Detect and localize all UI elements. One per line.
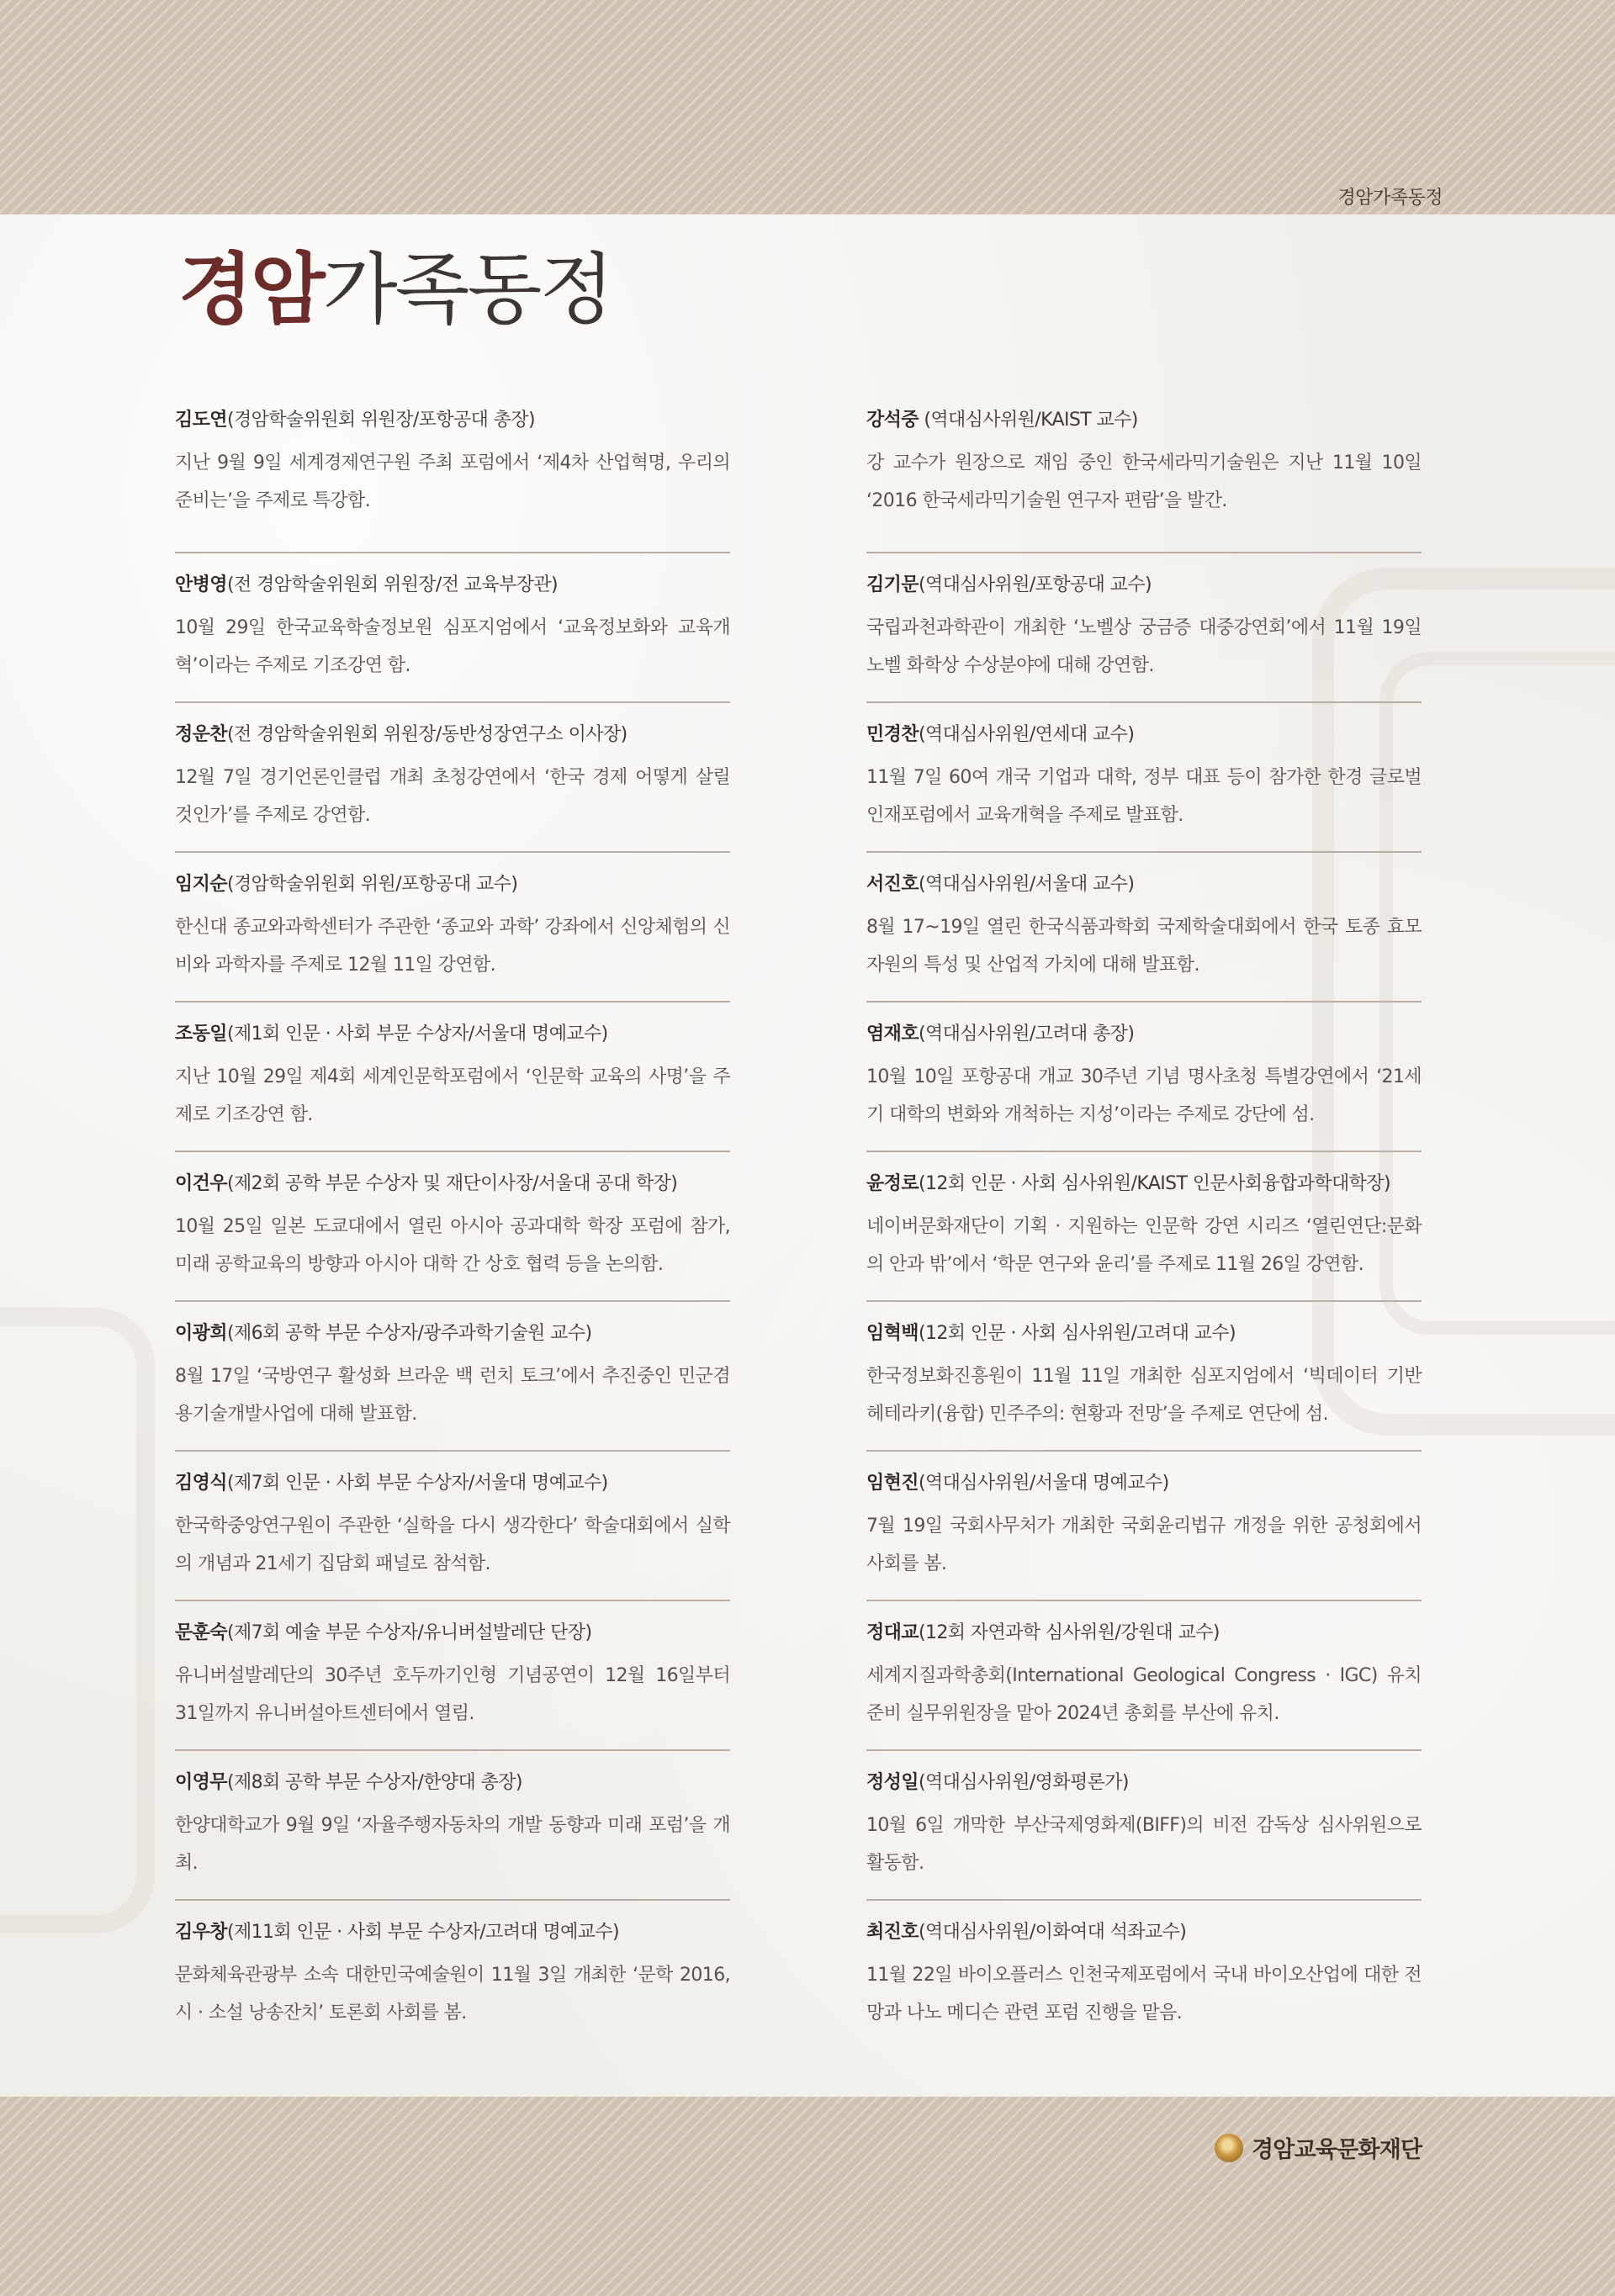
entry-heading — [175, 1021, 730, 1048]
person-name: 서진호 — [866, 874, 919, 895]
person-name: 김도연 — [175, 410, 227, 431]
news-entry — [175, 404, 730, 553]
entry-heading — [866, 1770, 1422, 1796]
news-entry — [175, 1751, 730, 1901]
news-entry — [175, 1601, 730, 1751]
header-section-label: 경암가족동정 — [1337, 188, 1443, 209]
person-name: 임지순 — [175, 874, 227, 895]
entry-description: 한국정보화진흥원이 11월 11일 개최한 심포지엄에서 ‘빅데이터 기반 헤테라키(융합) 민주주의: 현황과 전망’을 주제로 연단에 섬. — [866, 1366, 1422, 1425]
foundation-name: 경암교육문화재단 — [1252, 2137, 1422, 2163]
person-affiliation: (역대심사위원/이화여대 석좌교수) — [918, 1922, 1187, 1943]
person-name: 강석중 — [866, 410, 919, 431]
entry-description: 유니버설발레단의 30주년 호두까기인형 기념공연이 12월 16일부터 31일까지 유니버설아트센터에서 열림. — [175, 1665, 730, 1724]
person-name: 염재호 — [866, 1024, 919, 1045]
entry-description: 10월 10일 포항공대 개교 30주년 기념 명사초청 특별강연에서 ‘21세기 대학의 변화와 개척하는 지성’이라는 주제로 강단에 섬. — [866, 1066, 1422, 1125]
person-name: 김기문 — [866, 574, 919, 595]
person-affiliation: (역대심사위원/고려대 총장) — [918, 1024, 1135, 1045]
news-entry — [866, 553, 1422, 703]
entry-description: 8월 17일 ‘국방연구 활성화 브라운 백 런치 토크’에서 추진중인 민군겸용기술개발사업에 대해 발표함. — [175, 1366, 730, 1425]
page-title-accent: 경암 — [178, 245, 323, 335]
entry-heading — [866, 1320, 1422, 1347]
top-decorative-band — [0, 0, 1615, 214]
entry-description: 한양대학교가 9월 9일 ‘자율주행자동차의 개발 동향과 미래 포럼’을 개최. — [175, 1815, 730, 1874]
person-affiliation: (제8회 공학 부문 수상자/한양대 총장) — [226, 1772, 522, 1793]
entry-description: 지난 10월 29일 제4회 세계인문학포럼에서 ‘인문학 교육의 사명’을 주제로 기조강연 함. — [175, 1066, 730, 1125]
entry-description: 12월 7일 경기언론인클럽 개최 초청강연에서 ‘한국 경제 어떻게 살릴 것인가’를 주제로 강연함. — [175, 767, 730, 826]
person-name: 이광희 — [175, 1323, 227, 1344]
person-name: 문훈숙 — [175, 1622, 227, 1643]
news-entry — [866, 1751, 1422, 1901]
person-name: 정성일 — [866, 1772, 919, 1793]
entry-description: 한국학중앙연구원이 주관한 ‘실학을 다시 생각한다’ 학술대회에서 실학의 개념과 21세기 집담회 패널로 참석함. — [175, 1516, 730, 1574]
news-entry — [175, 1302, 730, 1452]
entry-heading — [866, 1620, 1422, 1647]
news-entry — [866, 703, 1422, 853]
news-entry — [866, 1901, 1422, 2050]
person-name: 김영식 — [175, 1473, 227, 1494]
person-affiliation: (역대심사위원/영화평론가) — [918, 1772, 1129, 1793]
person-affiliation: (12회 인문 · 사회 심사위원/KAIST 인문사회융합과학대학장) — [918, 1173, 1390, 1194]
news-entry — [866, 1302, 1422, 1452]
person-affiliation: (역대심사위원/서울대 명예교수) — [918, 1473, 1169, 1494]
person-affiliation: (역대심사위원/KAIST 교수) — [918, 410, 1138, 431]
person-affiliation: (경암학술위원회 위원/포항공대 교수) — [226, 874, 518, 895]
person-affiliation: (제2회 공학 부문 수상자 및 재단이사장/서울대 공대 학장) — [226, 1173, 678, 1194]
entry-heading — [866, 1021, 1422, 1048]
news-entry — [175, 553, 730, 703]
entry-description: 11월 22일 바이오플러스 인천국제포럼에서 국내 바이오산업에 대한 전망과 나노 메디슨 관련 포럼 진행을 맡음. — [866, 1965, 1422, 2024]
background-left-watermark — [0, 1308, 155, 1934]
person-name: 이영무 — [175, 1772, 227, 1793]
person-name: 임혁백 — [866, 1323, 919, 1344]
entry-description: 한신대 종교와과학센터가 주관한 ‘종교와 과학’ 강좌에서 신앙체험의 신비와 과학자를 주제로 12월 11일 강연함. — [175, 917, 730, 976]
entry-heading — [175, 1770, 730, 1796]
person-affiliation: (역대심사위원/서울대 교수) — [918, 874, 1135, 895]
entry-description: 10월 29일 한국교육학술정보원 심포지엄에서 ‘교육정보화와 교육개혁’이라는 주제로 기조강연 함. — [175, 617, 730, 676]
bottom-decorative-band — [0, 2097, 1615, 2296]
entry-heading — [175, 407, 730, 434]
entry-heading — [175, 1470, 730, 1497]
person-name: 민경찬 — [866, 724, 919, 745]
person-name: 임현진 — [866, 1473, 919, 1494]
entry-heading — [175, 572, 730, 599]
entry-description: 국립과천과학관이 개최한 ‘노벨상 궁금증 대중강연회’에서 11월 19일 노벨 화학상 수상분야에 대해 강연함. — [866, 617, 1422, 676]
news-entry — [866, 1452, 1422, 1601]
person-name: 김우창 — [175, 1922, 227, 1943]
entry-description: 네이버문화재단이 기획 · 지원하는 인문학 강연 시리즈 ‘열린연단:문화의 안과 밖’에서 ‘학문 연구와 윤리’를 주제로 11월 26일 강연함. — [866, 1216, 1422, 1275]
person-affiliation: (제11회 인문 · 사회 부문 수상자/고려대 명예교수) — [226, 1922, 620, 1943]
entry-heading — [866, 572, 1422, 599]
person-name: 조동일 — [175, 1024, 227, 1045]
entry-heading — [175, 1919, 730, 1946]
entry-description: 7월 19일 국회사무처가 개최한 국회윤리법규 개정을 위한 공청회에서 사회를 봄. — [866, 1516, 1422, 1574]
entry-description: 8월 17~19일 열린 한국식품과학회 국제학술대회에서 한국 토종 효모자원의 특성 및 산업적 가치에 대해 발표함. — [866, 917, 1422, 976]
news-entry — [866, 404, 1422, 553]
news-entry — [175, 1003, 730, 1152]
news-entry — [175, 1152, 730, 1302]
person-name: 최진호 — [866, 1922, 919, 1943]
news-entry — [175, 853, 730, 1003]
entry-description: 강 교수가 원장으로 재임 중인 한국세라믹기술원은 지난 11월 10일 ‘2016 한국세라믹기술원 연구자 편람’을 발간. — [866, 452, 1422, 511]
entry-description: 세계지질과학총회(International Geological Congress · IGC) 유치 준비 실무위원장을 맡아 2024년 총회를 부산에 유치. — [866, 1665, 1422, 1724]
entry-heading — [175, 1171, 730, 1198]
entry-heading — [175, 1320, 730, 1347]
person-affiliation: (제6회 공학 부문 수상자/광주과학기술원 교수) — [226, 1323, 592, 1344]
entry-description: 10월 6일 개막한 부산국제영화제(BIFF)의 비전 감독상 심사위원으로 활동함. — [866, 1815, 1422, 1874]
page-title — [178, 244, 612, 336]
entry-heading — [866, 1171, 1422, 1198]
person-affiliation: (전 경암학술위원회 위원장/전 교육부장관) — [226, 574, 559, 595]
person-affiliation: (제1회 인문 · 사회 부문 수상자/서울대 명예교수) — [226, 1024, 608, 1045]
news-entry — [866, 1152, 1422, 1302]
person-affiliation: (역대심사위원/연세대 교수) — [918, 724, 1135, 745]
person-name: 정운찬 — [175, 724, 227, 745]
entry-heading — [866, 1919, 1422, 1946]
page-title-rest: 가족동정 — [322, 245, 612, 335]
entry-heading — [175, 722, 730, 749]
entry-heading — [866, 722, 1422, 749]
news-entry — [866, 1003, 1422, 1152]
news-entry — [175, 1901, 730, 2050]
news-entry — [866, 1601, 1422, 1751]
entry-heading — [866, 871, 1422, 898]
news-entry — [175, 1452, 730, 1601]
entry-heading — [866, 1470, 1422, 1497]
news-entry — [866, 853, 1422, 1003]
person-name: 윤정로 — [866, 1173, 919, 1194]
person-affiliation: (경암학술위원회 위원장/포항공대 총장) — [226, 410, 535, 431]
right-column — [866, 404, 1422, 2050]
news-entry — [175, 703, 730, 853]
person-affiliation: (전 경암학술위원회 위원장/동반성장연구소 이사장) — [226, 724, 627, 745]
entry-description: 11월 7일 60여 개국 기업과 대학, 정부 대표 등이 참가한 한경 글로벌 인재포럼에서 교육개혁을 주제로 발표함. — [866, 767, 1422, 826]
entry-heading — [175, 1620, 730, 1647]
person-name: 안병영 — [175, 574, 227, 595]
person-affiliation: (12회 인문 · 사회 심사위원/고려대 교수) — [918, 1323, 1236, 1344]
entry-description: 지난 9월 9일 세계경제연구원 주최 포럼에서 ‘제4차 산업혁명, 우리의 준비는’을 주제로 특강함. — [175, 452, 730, 511]
person-affiliation: (제7회 인문 · 사회 부문 수상자/서울대 명예교수) — [226, 1473, 608, 1494]
foundation-emblem-icon — [1215, 2134, 1243, 2162]
person-affiliation: (제7회 예술 부문 수상자/유니버설발레단 단장) — [226, 1622, 592, 1643]
left-column — [175, 404, 730, 2050]
entry-heading — [866, 407, 1422, 434]
entry-description: 문화체육관광부 소속 대한민국예술원이 11월 3일 개최한 ‘문학 2016, 시 · 소설 낭송잔치’ 토론회 사회를 봄. — [175, 1965, 730, 2024]
person-affiliation: (12회 자연과학 심사위원/강원대 교수) — [918, 1622, 1220, 1643]
person-name: 정대교 — [866, 1622, 919, 1643]
entry-heading — [175, 871, 730, 898]
person-name: 이건우 — [175, 1173, 227, 1194]
person-affiliation: (역대심사위원/포항공대 교수) — [918, 574, 1152, 595]
entry-description: 10월 25일 일본 도쿄대에서 열린 아시아 공과대학 학장 포럼에 참가, 미래 공학교육의 방향과 아시아 대학 간 상호 협력 등을 논의함. — [175, 1216, 730, 1275]
foundation-logo — [1215, 2131, 1422, 2164]
